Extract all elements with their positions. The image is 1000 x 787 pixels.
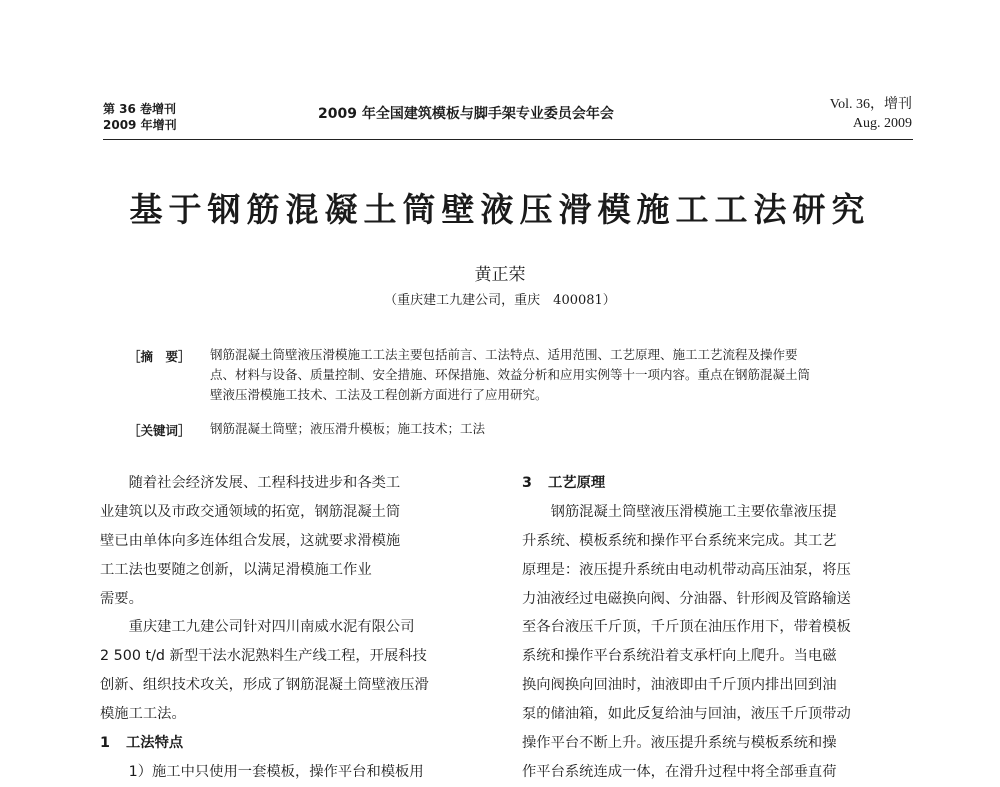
abstract-line: 壁液压滑模施工技术、工法及工程创新方面进行了应用研究。 <box>210 387 548 402</box>
abstract-line: 钢筋混凝土筒壁液压滑模施工工法主要包括前言、工法特点、适用范围、工艺原理、施工工艺流程及操作要 <box>210 347 798 362</box>
section-title: 工法特点 <box>126 735 184 752</box>
keywords-label: ［关键词］ <box>128 423 191 438</box>
right-column <box>522 469 916 787</box>
abstract-label: ［摘 要］ <box>128 349 191 364</box>
body-line: 泵的储油箱，如此反复给油与回油，液压千斤顶带动 <box>522 706 851 723</box>
body-line: 创新、组织技术攻关，形成了钢筋混凝土筒壁液压滑 <box>100 677 429 694</box>
body-line: 升系统、模板系统和操作平台系统来完成。其工艺 <box>522 532 837 549</box>
body-line: 业建筑以及市政交通领域的拓宽，钢筋混凝土筒 <box>100 503 401 520</box>
affiliation: （重庆建工九建公司，重庆 400081） <box>384 293 616 308</box>
left-column <box>100 469 493 787</box>
body-line: 钢筋混凝土筒壁液压滑模施工主要依靠液压提 <box>522 503 837 520</box>
journal-volume-en <box>830 95 912 133</box>
author: 黄正荣 <box>474 265 526 285</box>
body-line: 力油液经过电磁换向阀、分油器、针形阀及管路输送 <box>522 590 851 607</box>
body-line: 需要。 <box>100 590 143 607</box>
body-line: 1）施工中只使用一套模板，操作平台和模板用 <box>100 763 424 780</box>
body-line: 2 500 t/d 新型干法水泥熟料生产线工程，开展科技 <box>100 648 427 665</box>
journal-volume-en-line2: Aug. 2009 <box>852 116 912 131</box>
section-title: 工艺原理 <box>548 475 606 491</box>
body-line: 操作平台不断上升。液压提升系统与模板系统和操 <box>522 735 837 752</box>
body-line: 工工法也要随之创新，以满足滑模施工作业 <box>100 561 372 578</box>
journal-volume-line1: 第 36 卷增刊 <box>103 102 177 116</box>
header-rule <box>103 139 913 140</box>
journal-volume-en-line1: Vol. 36，增刊 <box>829 97 912 112</box>
body-line: 模施工工法。 <box>100 706 186 723</box>
abstract-line: 点、材料与设备、质量控制、安全措施、环保措施、效益分析和应用实例等十一项内容。重点在钢筋混凝土筒 <box>210 367 811 382</box>
body-line: 至各台液压千斤顶，千斤顶在油压作用下，带着模板 <box>522 619 851 636</box>
body-line: 壁已由单体向多连体组合发展，这就要求滑模施 <box>100 532 401 549</box>
journal-volume <box>103 101 177 133</box>
keywords-line: 钢筋混凝土筒壁；液压滑升模板；施工技术；工法 <box>210 421 486 436</box>
body-line: 原理是：液压提升系统由电动机带动高压油泵，将压 <box>522 561 851 578</box>
body-line: 作平台系统连成一体，在滑升过程中将全部垂直荷 <box>522 763 837 780</box>
section-heading <box>522 469 916 498</box>
running-header: 2009 年全国建筑模板与脚手架专业委员会年会 <box>318 106 614 122</box>
journal-volume-line2: 2009 年增刊 <box>103 118 177 132</box>
body-line: 随着社会经济发展、工程科技进步和各类工 <box>100 475 401 491</box>
body-line: 重庆建工九建公司针对四川南威水泥有限公司 <box>100 619 415 636</box>
body-line: 换向阀换向回油时，油液即由千斤顶内排出回到油 <box>522 677 837 694</box>
keywords-text <box>210 419 916 439</box>
section-number: 1 <box>100 735 110 752</box>
body-line: 系统和操作平台系统沿着支承杆向上爬升。当电磁 <box>522 648 837 665</box>
paper-title: 基于钢筋混凝土筒壁液压滑模施工工法研究 <box>129 190 871 229</box>
abstract-body <box>210 345 916 405</box>
section-heading <box>100 729 493 758</box>
section-number: 3 <box>522 475 532 491</box>
